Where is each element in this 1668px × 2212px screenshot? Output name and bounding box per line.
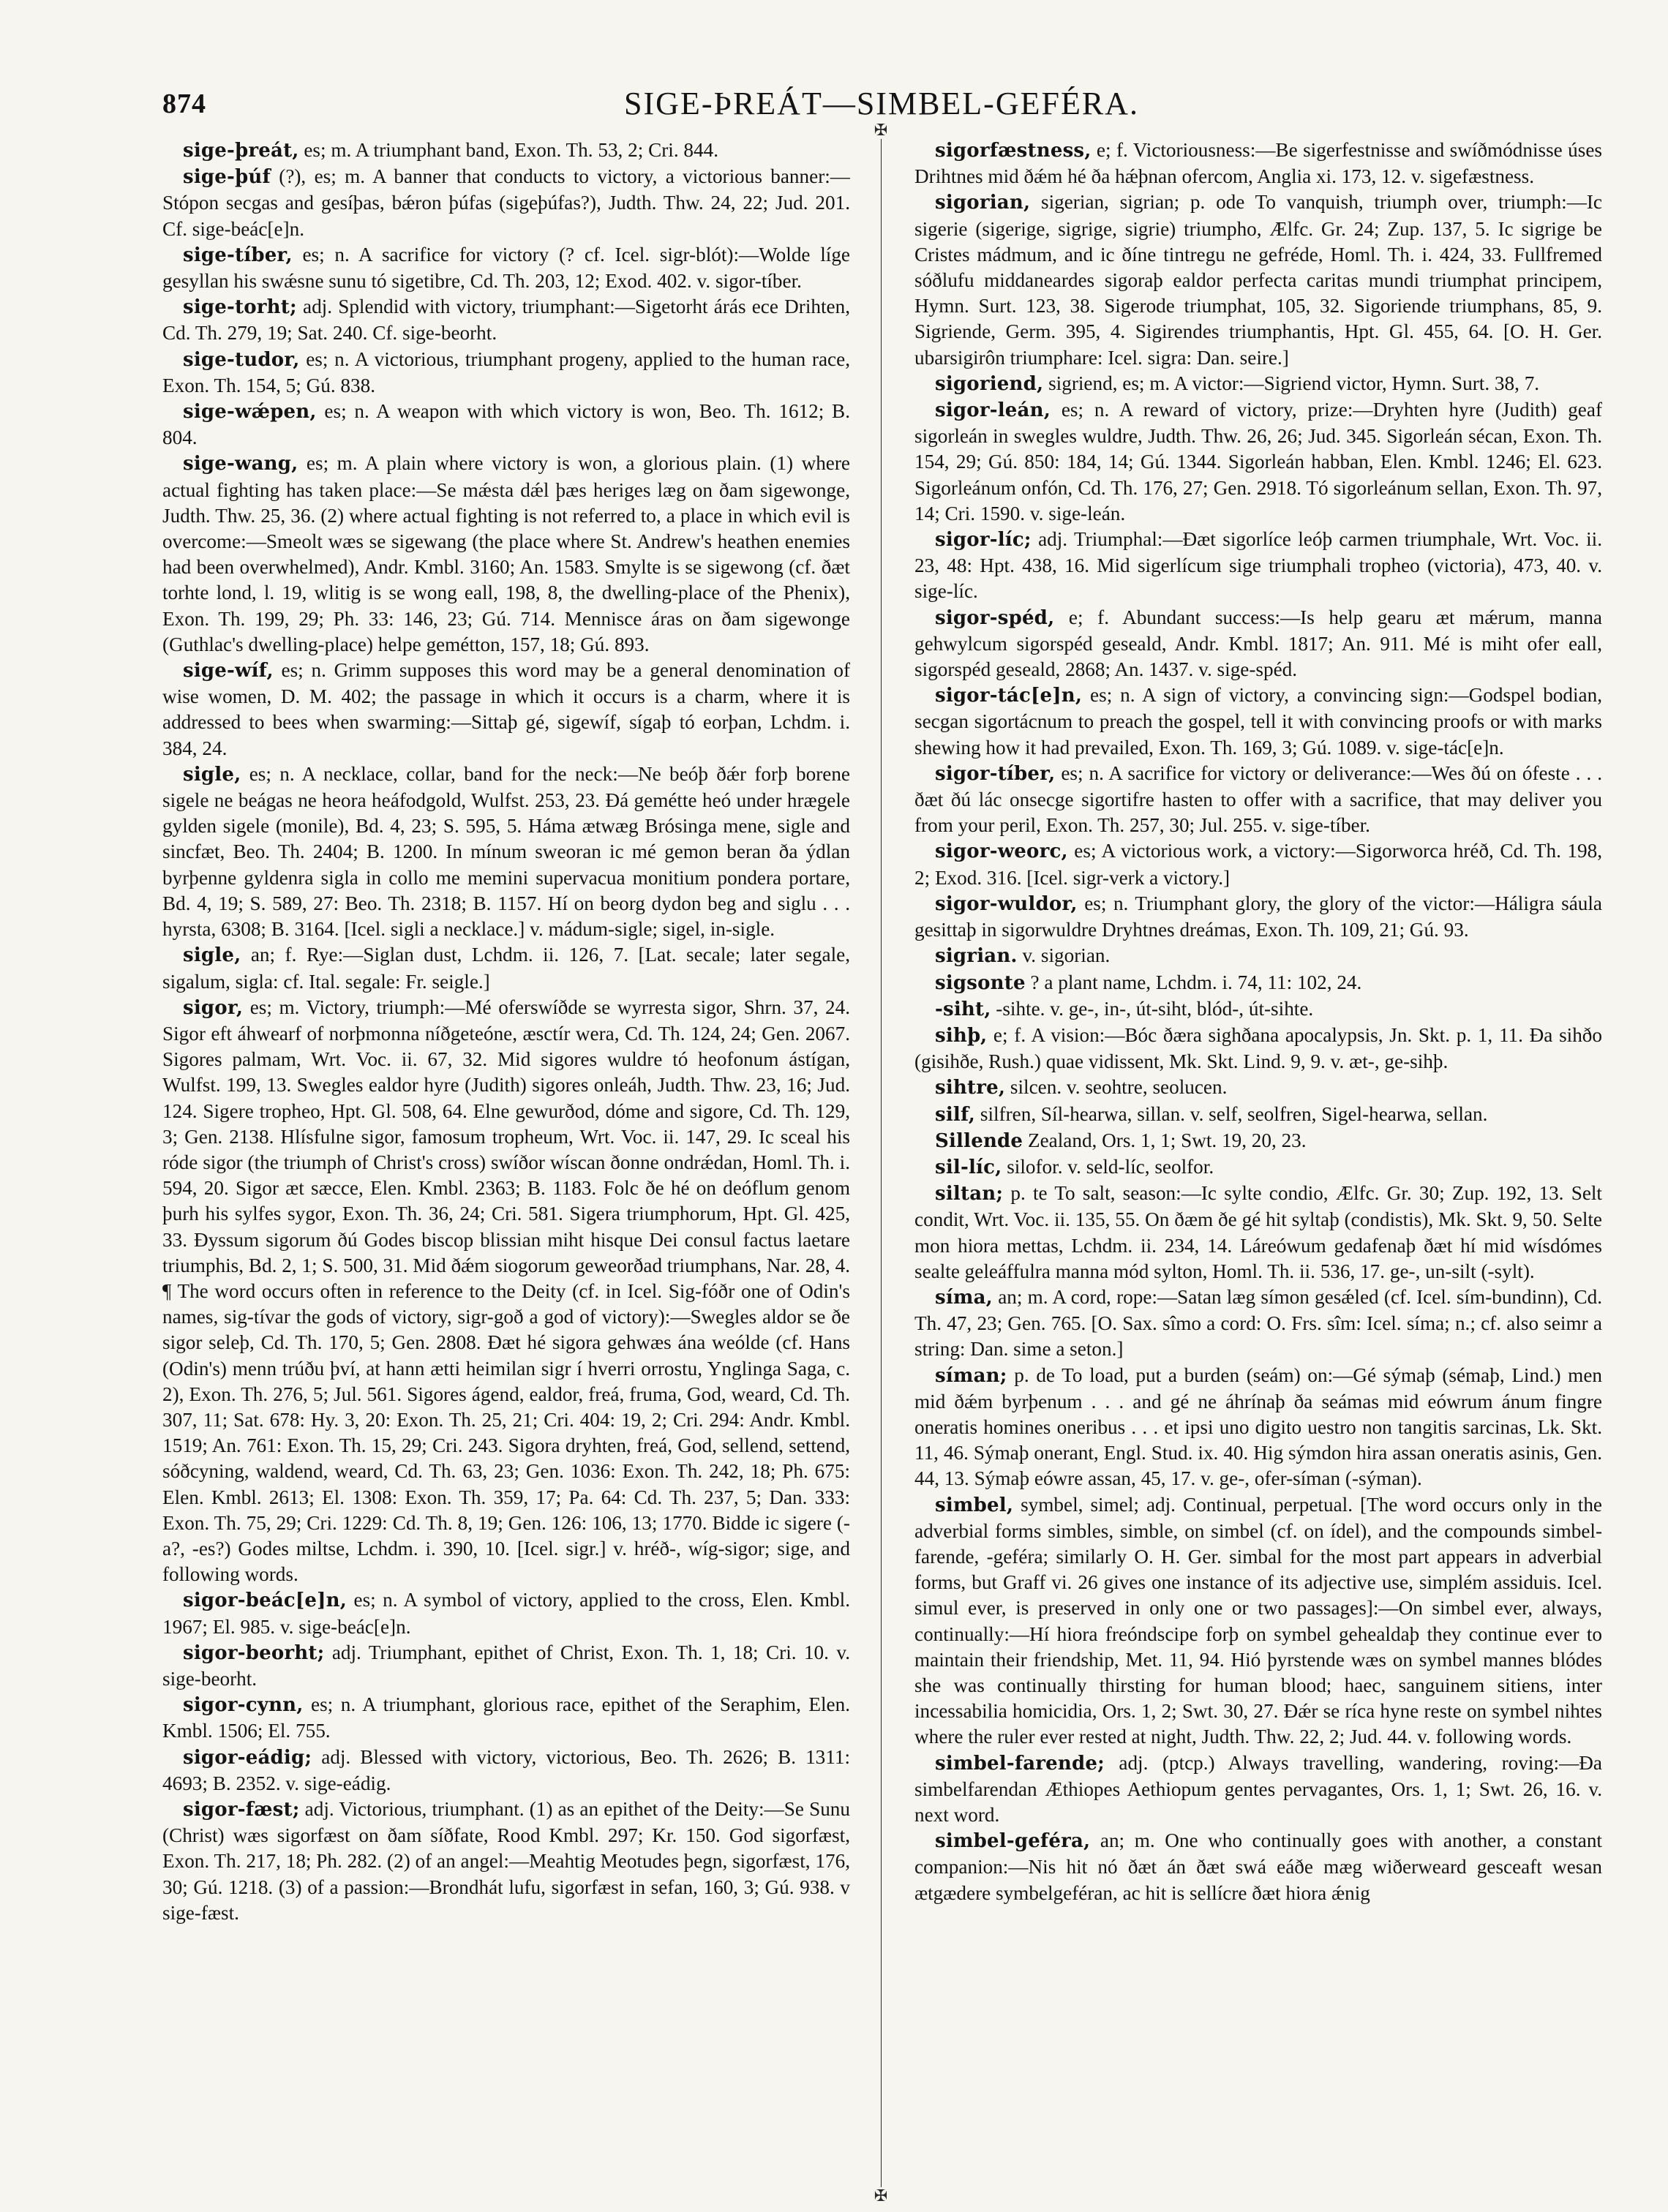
running-head: SIGE-ÞREÁT—SIMBEL-GEFÉRA. [624,86,1139,121]
entry-definition: es; n. Grimm supposes this word may be a general denomination of wise women, D. M. 402; the passage in which it occurs is a charm, where it is addressed to bees when swarming:—Sittaþ gé, sigewíf, sígaþ tó eorþan, Lchdm. i. 384, 24. [162,659,850,759]
dictionary-entry [914,1492,1602,1750]
entry-headword: simbel, [935,1494,1014,1516]
entry-definition: silcen. v. seohtre, seolucen. [1005,1076,1228,1099]
dictionary-entry [914,1075,1602,1101]
entry-headword: sigor-leán, [935,399,1051,422]
entry-headword: Sillende [935,1129,1023,1152]
dictionary-entry [162,294,850,346]
entry-headword: siltan; [935,1183,1004,1205]
dictionary-entry [162,138,850,164]
dictionary-entry [914,1284,1602,1363]
dictionary-entry [914,943,1602,969]
entry-headword: simbel-geféra, [935,1830,1091,1853]
dictionary-entry [162,451,850,658]
dictionary-entry [914,838,1602,890]
entry-headword: sigor-beorht; [183,1641,325,1664]
dictionary-entry [914,1023,1602,1075]
dictionary-entry [914,1181,1602,1284]
entry-definition: -sihte. v. ge-, in-, út-siht, blód-, út-sihte. [991,997,1314,1020]
dictionary-entry [914,761,1602,839]
dictionary-entry [914,1828,1602,1906]
dictionary-entry [914,605,1602,683]
entry-definition: sigerian, sigrian; p. ode To vanquish, triumph over, triumph:—Ic sigerie (sigerige, sigrige, sigrie) triumpho, Ælfc. Gr. 24; Zup. 137, 5. Ic sigrige be Cristes mádmum, and ic ðíne tintregu ne gefréde, Homl. Th. i. 424, 33. Fullfremed sóðlufu middaneardes sigoraþ ealdor perfecta caritas mundi triumphat principem, Hymn. Surt. 123, 38. Sigerode triumphat, 105, 32. Sigoriende triumphans, 85, 9. Sigriende, Germ. 395, 4. Sigirendes triumphantis, Hpt. Gl. 455, 64. [O. H. Ger. ubarsigirôn triumphare: Icel. sigra: Dan. seire.] [914,191,1602,369]
entry-headword: sige-tudor, [183,348,300,371]
entry-definition: e; f. Victoriousness:—Be sigerfestnisse and swíðmódnisse úses Drihtnes mid ðǽm hé ða hǽþnan ofercom, Anglia xi. 173, 12. v. sigefæstness. [914,139,1602,188]
entry-headword: sigorian, [935,192,1031,214]
dictionary-entry [914,1128,1602,1154]
dictionary-entry [162,164,850,242]
entry-definition: adj. (ptcp.) Always travelling, wandering, roving:—Ða simbelfarendan Æthiopes Aethiopum gentes pervagantes, Ors. 1, 1; Swt. 26, 16. v. next word. [914,1751,1602,1826]
entry-headword: sigor-fæst; [183,1799,300,1821]
column-divider [881,129,882,2196]
entry-definition: v. sigorian. [1017,944,1111,967]
entry-headword: sige-wang, [183,453,298,475]
entry-headword: sihþ, [935,1024,988,1047]
entry-definition: e; f. Abundant success:—Is help gearu æt mǽrum, manna gehwylcum sigorspéd geseald, Andr. Kmbl. 1817; An. 911. Mé is miht ofer eall, sigorspéd geseald, 2868; An. 1437. v. sige-spéd. [914,606,1602,681]
dictionary-entry [162,399,850,451]
dictionary-entry [162,1692,850,1744]
entry-headword: sigrian. [935,945,1018,968]
entry-definition: ? a plant name, Lchdm. i. 74, 11: 102, 24. [1025,971,1362,993]
entry-headword: síma, [935,1286,993,1309]
dictionary-entry [162,942,850,994]
dictionary-entry [162,995,850,1588]
entry-headword: sigor-tác[e]n, [935,685,1083,707]
entry-headword: sigor-líc; [935,529,1032,552]
entry-headword: sigor-tíber, [935,762,1056,785]
dictionary-entry [914,189,1602,370]
entry-definition: es; n. Triumphant glory, the glory of the victor:—Háligra sáula gesittaþ in sigorwuldre Dryhtnes dreámas, Exon. Th. 109, 21; Gú. 93. [914,892,1602,941]
dictionary-entry [162,761,850,942]
dictionary-entry [914,138,1602,189]
entry-definition: adj. Triumphant, epithet of Christ, Exon. Th. 1, 18; Cri. 10. v. sige-beorht. [162,1641,850,1690]
entry-definition: es; n. A triumphant, glorious race, epithet of the Seraphim, Elen. Kmbl. 1506; El. 755. [162,1693,850,1742]
entry-definition: es; m. A plain where victory is won, a glorious plain. (1) where actual fighting has taken place:—Se mǽsta dǽl þæs heriges læg on ðam sigewonge, Judth. Thw. 25, 36. (2) where actual fighting is not referred to, a place in which evil is overcome:—Smeolt wæs se sigewang (the place where St. Andrew's heathen enemies had been overwhelmed), Andr. Kmbl. 3160; An. 1583. Smylte is se sigewong (cf. ðæt torhte lond, l. 19, wlitig is se wong eall, 198, 8, the dwelling-place of the Phenix), Exon. Th. 199, 29; Ph. 33: 146, 23; Gú. 714. Mennisce áras on ðam sigewonge (Guthlac's dwelling-place) helpe gemétton, 157, 18; Gú. 893. [162,452,850,655]
dictionary-entry [914,397,1602,527]
dictionary-entry [162,1797,850,1926]
entry-definition: sigriend, es; m. A victor:—Sigriend victor, Hymn. Surt. 38, 7. [1043,372,1540,394]
entry-definition: es; n. A sacrifice for victory or deliverance:—Wes ðú on ófeste . . . ðæt ðú lác onsecge sigortifre hasten to offer with a sacrifice, that may deliver you from your peril, Exon. Th. 257, 30; Jul. 255. v. sige-tíber. [914,761,1602,837]
dictionary-entry [162,1745,850,1797]
entry-headword: sigorfæstness, [935,140,1092,162]
entry-headword: sigoriend, [935,372,1044,395]
entry-headword: sigsonte [935,971,1026,994]
entry-definition: an; m. One who continually goes with another, a constant companion:—Nis hit nó ðæt án ðæt swá eáðe mæg wiðerweard gesceaft wesan ætgædere symbelgeféran, ac hit is sellícre ðæt hiora ǽnig [914,1829,1602,1904]
entry-headword: sige-þreát, [183,140,299,162]
dictionary-entry [914,371,1602,397]
entry-definition: adj. Splendid with victory, triumphant:—Sigetorht árás ece Drihten, Cd. Th. 279, 19; Sat. 240. Cf. sige-beorht. [162,296,850,345]
entry-definition: es; m. A triumphant band, Exon. Th. 53, 2; Cri. 844. [298,139,718,161]
entry-definition: silfren, Síl-hearwa, sillan. v. self, seolfren, Sigel-hearwa, sellan. [975,1102,1488,1125]
entry-definition: es; n. A reward of victory, prize:—Dryhten hyre (Judith) geaf sigorleán in swegles wuldre, Judth. Thw. 26, 26; Jud. 345. Sigorleán sécan, Exon. Th. 154, 29; Gú. 850: 184, 14; Gú. 1344. Sigorleán habban, Elen. Kmbl. 1246; El. 623. Sigorleánum onfón, Cd. Th. 176, 27; Gen. 2918. Tó sigorleánum sellan, Exon. Th. 97, 14; Cri. 1590. v. sige-leán. [914,399,1602,524]
dictionary-entry [914,1154,1602,1181]
entry-definition: Zealand, Ors. 1, 1; Swt. 19, 20, 23. [1023,1129,1307,1151]
entry-headword: sige-tíber, [183,244,293,266]
dictionary-entry [162,242,850,294]
entry-headword: sil-líc, [935,1156,1002,1178]
cross-ornament-icon: ✠ [872,121,890,139]
entry-headword: sigor-cynn, [183,1694,304,1717]
entry-headword: simbel-farende; [935,1752,1105,1775]
dictionary-entry [162,347,850,399]
left-column [162,138,850,2186]
entry-headword: sigle, [183,763,241,786]
dictionary-entry [162,658,850,761]
entry-definition: es; n. A victorious, triumphant progeny, applied to the human race, Exon. Th. 154, 5; Gú. 838. [162,347,850,396]
entry-definition: adj. Blessed with victory, victorious, Beo. Th. 2626; B. 1311: 4693; B. 2352. v. sige-eádig. [162,1745,850,1794]
page-number: 874 [162,89,206,119]
entry-headword: sihtre, [935,1077,1006,1099]
entry-headword: sigor-spéd, [935,606,1055,629]
entry-headword: sigor-eádig; [183,1746,312,1769]
entry-definition: adj. Triumphal:—Ðæt sigorlíce leóþ carmen triumphale, Wrt. Voc. ii. 23, 48: Hpt. 438, 16. Mid sigerlícum sige triumphali tropheo (victoria), 473, 40. v. sige-líc. [914,528,1602,603]
dictionary-entry [162,1640,850,1692]
entry-definition: e; f. A vision:—Bóc ðæra sighðana apocalypsis, Jn. Skt. p. 1, 11. Ða sihðo (gisihðe, Rush.) quae vidissent, Mk. Skt. Lind. 9, 9. v. æt-, ge-sihþ. [914,1023,1602,1073]
entry-definition: an; f. Rye:—Siglan dust, Lchdm. ii. 126, 7. [Lat. secale; later segale, sigalum, sigla: cf. Ital. segale: Fr. seigle.] [162,944,850,993]
entry-definition: silofor. v. seld-líc, seolfor. [1002,1155,1214,1178]
entry-definition: (?), es; m. A banner that conducts to victory, a victorious banner:—Stópon secgas and gesíþas, bǽron þúfas (sigeþúfas?), Judth. Thw. 24, 22; Jud. 201. Cf. sige-beác[e]n. [162,165,850,240]
entry-definition: es; n. A sign of victory, a convincing sign:—Godspel bodian, secgan sigortácnum to preach the gospel, tell it with convincing proofs or with marks shewing how it had prevailed, Exon. Th. 169, 3; Gú. 1089. v. sige-tác[e]n. [914,684,1602,759]
entry-headword: síman; [935,1364,1007,1387]
entry-headword: sigor-beác[e]n, [183,1590,348,1612]
dictionary-entry [914,970,1602,996]
dictionary-entry [914,1102,1602,1128]
entry-definition: es; n. A weapon with which victory is won, Beo. Th. 1612; B. 804. [162,400,850,449]
entry-definition: es; A victorious work, a victory:—Sigorworca hréð, Cd. Th. 198, 2; Exod. 316. [Icel. sigr-verk a victory.] [914,840,1602,889]
entry-definition: es; n. A necklace, collar, band for the neck:—Ne beóþ ðǽr forþ borene sigele ne beágas ne heora heáfodgold, Wulfst. 253, 23. Ðá gemétte heó under hrægele gylden sigele (monile), Bd. 4, 23; S. 595, 5. Háma ætwæg Brósinga mene, sigle and sincfæt, Beo. Th. 2404; B. 1200. In mínum sweoran ic mé gemon beran ða ýdlan byrþenne gyldenra sigla in collo me memini supervacua monitium pondera portare, Bd. 4, 19; S. 589, 27: Beo. Th. 2318; B. 1157. Hí on beorg dydon beg and siglu . . . hyrsta, 6308; B. 3164. [Icel. sigli a necklace.] v. mádum-sigle; sigel, in-sigle. [162,762,850,941]
entry-headword: sigle, [183,944,241,967]
entry-headword: sigor-wuldor, [935,892,1078,915]
dictionary-entry [162,1587,850,1639]
dictionary-entry [914,527,1602,605]
cross-ornament-icon: ✠ [872,2187,890,2205]
dictionary-entry [914,682,1602,761]
entry-headword: sigor-weorc, [935,840,1068,863]
entry-headword: sigor, [183,996,244,1019]
dictionary-entry [914,891,1602,943]
entry-definition: es; m. Victory, triumph:—Mé oferswíðde se wyrresta sigor, Shrn. 37, 24. Sigor eft áhwearf of norþmonna níðgeteóne, æsctír wera, Cd. Th. 124, 24; Gen. 2067. Sigores palmam, Wrt. Voc. ii. 67, 32. Mid sigores wuldre tó heofonum ástígan, Wulfst. 199, 13. Swegles ealdor hyre (Judith) sigores onleáh, Judth. Thw. 23, 16; Jud. 124. Sigere tropheo, Hpt. Gl. 508, 64. Elne gewurðod, dóme and sigore, Cd. Th. 129, 3; Gen. 2138. Hlísfulne sigor, famosum tropheum, Wrt. Voc. ii. 147, 29. Ic sceal his róde sigor (the triumph of Christ's cross) swíðor wíscan ðonne ondrǽdan, Homl. Th. i. 594, 20. Sigor æt sæcce, Elen. Kmbl. 2363; B. 1183. Folc ðe hé on deóflum genom þurh his sylfes sygor, Exon. Th. 36, 24; Cri. 581. Sigera triumphorum, Hpt. Gl. 425, 33. Ðyssum sigorum ðú Godes biscop blissian miht hisque Dei consul factus laetare triumphis, Bd. 2, 1; S. 500, 31. Mid ðǽm siogorum geweorðad triumphans, Nar. 28, 4. ¶ The word occurs often in reference to the Deity (cf. in Icel. Sig-fóðr one of Odin's names, sig-tívar the gods of victory, sigr-goð a god of victory):—Swegles aldor se ðe sigor seleþ, Cd. Th. 170, 5; Gen. 2808. Ðæt hé sigora gehwæs ána weólde (cf. Hans (Odin's) menn trúðu því, at hann ætti heimilan sigr í hverri orrostu, Ynglinga Saga, c. 2), Exon. Th. 276, 5; Jul. 561. Sigores ágend, ealdor, freá, fruma, God, weard, Cd. Th. 307, 11; Sat. 678: Hy. 3, 20: Exon. Th. 25, 21; Cri. 404: 19, 2; Cri. 294: Andr. Kmbl. 1519; An. 761: Exon. Th. 15, 29; Cri. 243. Sigora dryhten, freá, God, sellend, settend, sóðcyning, waldend, weard, Cd. Th. 63, 23; Gen. 1036: Exon. Th. 242, 18; Ph. 675: Elen. Kmbl. 2613; El. 1308: Exon. Th. 359, 17; Pa. 64: Cd. Th. 237, 5; Dan. 333: Exon. Th. 75, 29; Cri. 1229: Cd. Th. 8, 19; Gen. 126: 106, 13; 1770. Bidde ic sigere (-a?, -es?) Godes miltse, Lchdm. i. 390, 10. [Icel. sigr.] v. hréð-, wíg-sigor; sige, and following words. [162,996,850,1586]
entry-headword: sige-wíf, [183,660,274,682]
entry-definition: symbel, simel; adj. Continual, perpetual. [The word occurs only in the adverbial forms simbles, simble, on simbel (cf. on ídel), and the compounds simbel-farende, -geféra; similarly O. H. Ger. simbal for the most part appears in adverbial forms, but Graff vi. 26 gives one instance of its adjective use, simplém assiduis. Icel. simul ever, is preserved in only one or two passages]:—On simbel ever, always, continually:—Hí hiora freóndscipe forþ on symbel gehealdaþ they continue ever to maintain their friendship, Met. 11, 94. Hió þyrstende wæs on symbel mannes blódes she was continually thirsting for human blood; haec, sanguinem sitiens, inter incessabilia homicidia, Ors. 1, 2; Swt. 30, 27. Ðǽr se ríca hyne reste on symbel nihtes where the ruler ever rested at night, Judth. Thw. 22, 2; Jud. 44. v. following words. [914,1493,1602,1748]
dictionary-entry [914,1363,1602,1492]
entry-definition: p. de To load, put a burden (seám) on:—Gé sýmaþ (sémaþ, Lind.) men mid ðǽm byrþenum . . . and gé ne áhrínaþ ða seámas mid eówrum ánum fingre oneratis homines oneribus . . . et ipsi uno digito uestro non tangitis sarcinas, Lk. Skt. 11, 46. Sýmaþ onerant, Engl. Stud. ix. 40. Hig sýmdon hira assan oneratis asinis, Gen. 44, 13. Sýmaþ eówre assan, 45, 17. v. ge-, ofer-síman (-sýman). [914,1363,1602,1490]
entry-definition: es; n. A sacrifice for victory (? cf. Icel. sigr-blót):—Wolde líge gesyllan his swǽsne sunu tó sigetibre, Cd. Th. 203, 12; Exod. 402. v. sigor-tíber. [162,243,850,293]
dictionary-entry [914,996,1602,1023]
entry-definition: p. te To salt, season:—Ic sylte condio, Ælfc. Gr. 30; Zup. 192, 13. Selt condit, Wrt. Voc. ii. 135, 55. On ðæm ðe gé hit syltaþ (condistis), Mk. Skt. 9, 50. Selte mon hiora mettas, Lchdm. ii. 234, 14. Láreówum gedafenaþ ðæt hí mid wísdómes sealte geleáffulra manna mód sylton, Homl. Th. ii. 536, 17. ge-, un-silt (-sylt). [914,1182,1602,1282]
entry-headword: sige-wǽpen, [183,401,317,424]
entry-definition: adj. Victorious, triumphant. (1) as an epithet of the Deity:—Se Sunu (Christ) wæs sigorfæst on ðam síðfate, Rood Kmbl. 297; Kr. 150. God sigorfæst, Exon. Th. 217, 18; Ph. 282. (2) of an angel:—Meahtig Meotudes þegn, sigorfæst, 176, 30; Gú. 1218. (3) of a passion:—Brondhát lufu, sigorfæst in sefan, 160, 3; Gú. 938. v sige-fæst. [162,1798,850,1924]
entry-definition: es; n. A symbol of victory, applied to the cross, Elen. Kmbl. 1967; El. 985. v. sige-beác[e]n. [162,1589,850,1638]
entry-definition: an; m. A cord, rope:—Satan læg símon gesǽled (cf. Icel. sím-bundinn), Cd. Th. 47, 23; Gen. 765. [O. Sax. sîmo a cord: O. Frs. sîm: Icel. síma; n.; cf. also seimr a string: Dan. sime a seton.] [914,1285,1602,1361]
right-column [914,138,1602,2186]
entry-headword: silf, [935,1103,976,1126]
entry-headword: sige-torht; [183,296,297,319]
entry-headword: -siht, [935,998,991,1020]
entry-headword: sige-þúf [183,166,271,189]
dictionary-entry [914,1750,1602,1829]
